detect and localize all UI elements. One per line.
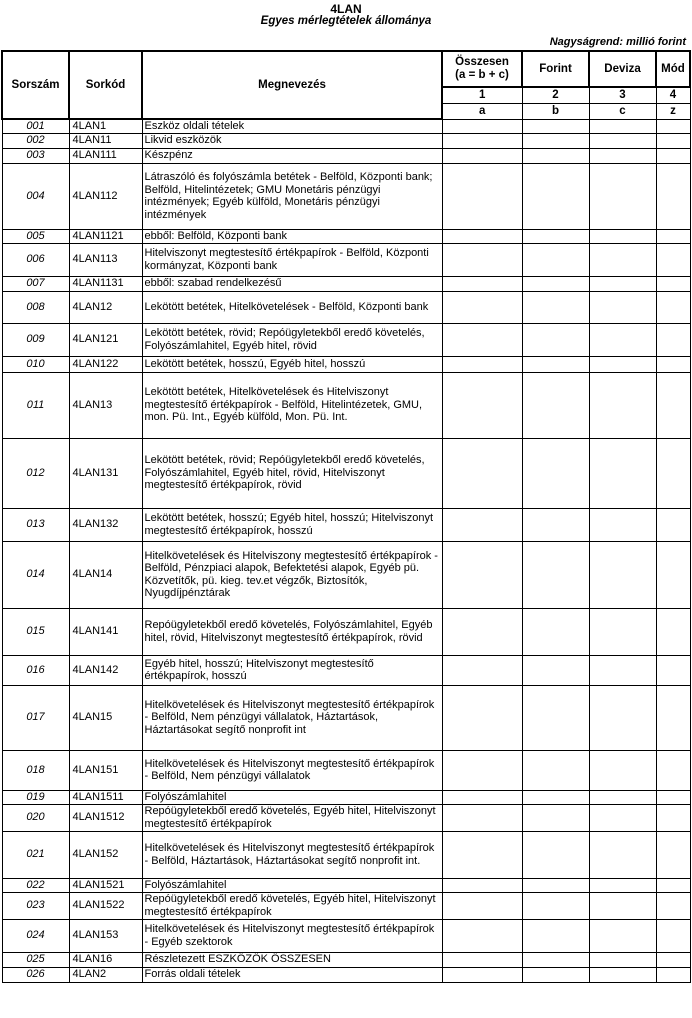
cell-deviza[interactable] — [589, 119, 656, 133]
table-row — [2, 952, 690, 967]
cell-deviza[interactable] — [589, 892, 656, 919]
row-sorkod: 4LAN12 — [69, 291, 142, 323]
row-megnevezes: Hitelkövetelések és Hitelviszonyt megtestesítő értékpapírok - Belföld, Nem pénzügyi vállalatok — [142, 750, 442, 790]
row-sorszam: 003 — [2, 148, 69, 163]
row-megnevezes: Folyószámlahitel — [142, 878, 442, 892]
cell-deviza[interactable] — [589, 750, 656, 790]
cell-forint[interactable] — [522, 831, 589, 878]
table-row — [2, 892, 690, 919]
row-megnevezes: Lekötött betétek, hosszú; Egyéb hitel, hosszú; Hitelviszonyt megtestesítő értékpapírok, hosszú — [142, 508, 442, 541]
balance-table — [1, 50, 691, 983]
cell-osszesen[interactable] — [442, 541, 522, 608]
cell-deviza[interactable] — [589, 243, 656, 276]
cell-osszesen[interactable] — [442, 790, 522, 804]
table-row — [2, 119, 690, 133]
cell-mod[interactable] — [656, 878, 690, 892]
cell-forint[interactable] — [522, 878, 589, 892]
row-sorkod: 4LAN153 — [69, 919, 142, 952]
cell-deviza[interactable] — [589, 133, 656, 148]
cell-forint[interactable] — [522, 148, 589, 163]
row-sorszam: 021 — [2, 831, 69, 878]
cell-mod[interactable] — [656, 919, 690, 952]
row-sorkod: 4LAN113 — [69, 243, 142, 276]
row-sorkod: 4LAN131 — [69, 438, 142, 508]
cell-mod[interactable] — [656, 685, 690, 750]
table-row — [2, 148, 690, 163]
row-sorszam: 005 — [2, 229, 69, 243]
cell-mod[interactable] — [656, 119, 690, 133]
cell-osszesen[interactable] — [442, 952, 522, 967]
cell-mod[interactable] — [656, 163, 690, 229]
cell-osszesen[interactable] — [442, 804, 522, 831]
row-sorkod: 4LAN152 — [69, 831, 142, 878]
cell-osszesen[interactable] — [442, 291, 522, 323]
row-megnevezes: Hitelkövetelések és Hitelviszony megtestesítő értékpapírok - Belföld, Pénzpiaci alapok, Befektetési alapok, Egyéb pü. Közvetítők, pü. kieg. tev.et végzők, Biztosítók, Nyugdíjpénztárak — [142, 541, 442, 608]
header-deviza: Deviza — [589, 51, 656, 87]
table-row — [2, 356, 690, 372]
cell-deviza[interactable] — [589, 291, 656, 323]
table-row — [2, 919, 690, 952]
header-letter-z: z — [656, 103, 690, 119]
table-row — [2, 508, 690, 541]
row-megnevezes: Részletezett ESZKÖZÖK ÖSSZESEN — [142, 952, 442, 967]
cell-osszesen[interactable] — [442, 685, 522, 750]
cell-osszesen[interactable] — [442, 608, 522, 655]
cell-osszesen[interactable] — [442, 919, 522, 952]
cell-mod[interactable] — [656, 750, 690, 790]
row-megnevezes: Repóügyletekből eredő követelés, Folyószámlahitel, Egyéb hitel, rövid, Hitelviszonyt megtestesítő értékpapírok, rövid — [142, 608, 442, 655]
row-sorkod: 4LAN1521 — [69, 878, 142, 892]
table-row — [2, 291, 690, 323]
cell-deviza[interactable] — [589, 163, 656, 229]
row-sorkod: 4LAN2 — [69, 967, 142, 982]
header-num-4: 4 — [656, 87, 690, 103]
cell-osszesen[interactable] — [442, 892, 522, 919]
cell-forint[interactable] — [522, 291, 589, 323]
table-row — [2, 438, 690, 508]
report-subtitle: Egyes mérlegtételek állománya — [260, 15, 432, 27]
cell-forint[interactable] — [522, 892, 589, 919]
row-sorkod: 4LAN1511 — [69, 790, 142, 804]
cell-mod[interactable] — [656, 372, 690, 438]
cell-mod[interactable] — [656, 831, 690, 878]
header-osszesen-label: Összesen — [455, 56, 509, 68]
header-sorkod: Sorkód — [69, 51, 142, 119]
table-row — [2, 372, 690, 438]
cell-forint[interactable] — [522, 967, 589, 982]
cell-osszesen[interactable] — [442, 878, 522, 892]
header-num-2: 2 — [522, 87, 589, 103]
cell-mod[interactable] — [656, 356, 690, 372]
row-sorszam: 016 — [2, 655, 69, 685]
cell-mod[interactable] — [656, 133, 690, 148]
row-sorszam: 017 — [2, 685, 69, 750]
cell-osszesen[interactable] — [442, 967, 522, 982]
row-megnevezes: Látraszóló és folyószámla betétek - Belföld, Központi bank; Belföld, Hitelintézetek; GMU Monetáris pénzügyi intézmények; Egyéb külföld, Monetáris pénzügyi intézmények — [142, 163, 442, 229]
cell-deviza[interactable] — [589, 685, 656, 750]
cell-osszesen[interactable] — [442, 372, 522, 438]
cell-forint[interactable] — [522, 133, 589, 148]
cell-osszesen[interactable] — [442, 508, 522, 541]
row-sorkod: 4LAN1522 — [69, 892, 142, 919]
cell-forint[interactable] — [522, 438, 589, 508]
cell-mod[interactable] — [656, 229, 690, 243]
cell-deviza[interactable] — [589, 790, 656, 804]
row-megnevezes: ebből: Belföld, Központi bank — [142, 229, 442, 243]
cell-mod[interactable] — [656, 655, 690, 685]
row-sorszam: 010 — [2, 356, 69, 372]
row-megnevezes: Lekötött betétek, rövid; Repóügyletekből eredő követelés, Folyószámlahitel, Egyéb hitel, rövid, Hitelviszonyt megtestesítő értékpapírok, rövid — [142, 438, 442, 508]
row-megnevezes: Hitelviszonyt megtestesítő értékpapírok - Belföld, Központi kormányzat, Központi bank — [142, 243, 442, 276]
table-row — [2, 685, 690, 750]
row-sorkod: 4LAN14 — [69, 541, 142, 608]
table-row — [2, 163, 690, 229]
row-megnevezes: Lekötött betétek, Hitelkövetelések és Hitelviszonyt megtestesítő értékpapírok - Belföld, Hitelintézetek, GMU, mon. Pü. Int., Egyéb külföld, Mon. Pü. Int. — [142, 372, 442, 438]
cell-mod[interactable] — [656, 508, 690, 541]
row-megnevezes: Repóügyletekből eredő követelés, Egyéb hitel, Hitelviszonyt megtestesítő értékpapírok — [142, 804, 442, 831]
cell-osszesen[interactable] — [442, 133, 522, 148]
cell-osszesen[interactable] — [442, 655, 522, 685]
cell-forint[interactable] — [522, 655, 589, 685]
row-sorkod: 4LAN1512 — [69, 804, 142, 831]
table-row — [2, 831, 690, 878]
row-sorszam: 014 — [2, 541, 69, 608]
cell-deviza[interactable] — [589, 952, 656, 967]
cell-forint[interactable] — [522, 608, 589, 655]
cell-forint[interactable] — [522, 790, 589, 804]
row-megnevezes: Forrás oldali tételek — [142, 967, 442, 982]
cell-forint[interactable] — [522, 372, 589, 438]
cell-forint[interactable] — [522, 541, 589, 608]
cell-mod[interactable] — [656, 892, 690, 919]
cell-deviza[interactable] — [589, 804, 656, 831]
cell-osszesen[interactable] — [442, 119, 522, 133]
cell-forint[interactable] — [522, 685, 589, 750]
cell-forint[interactable] — [522, 952, 589, 967]
header-letter-c: c — [589, 103, 656, 119]
row-megnevezes: Eszköz oldali tételek — [142, 119, 442, 133]
cell-mod[interactable] — [656, 438, 690, 508]
table-row — [2, 878, 690, 892]
header-osszesen-formula: (a = b + c) — [455, 69, 509, 81]
row-sorkod: 4LAN11 — [69, 133, 142, 148]
cell-osszesen[interactable] — [442, 229, 522, 243]
unit-label: Nagyságrend: millió forint — [549, 36, 686, 48]
row-sorszam: 008 — [2, 291, 69, 323]
row-sorkod: 4LAN151 — [69, 750, 142, 790]
row-megnevezes: Folyószámlahitel — [142, 790, 442, 804]
cell-mod[interactable] — [656, 608, 690, 655]
report-code: 4LAN — [330, 2, 362, 16]
table-row — [2, 967, 690, 982]
cell-mod[interactable] — [656, 541, 690, 608]
row-megnevezes: Hitelkövetelések és Hitelviszonyt megtestesítő értékpapírok - Egyéb szektorok — [142, 919, 442, 952]
row-sorszam: 026 — [2, 967, 69, 982]
cell-forint[interactable] — [522, 356, 589, 372]
cell-mod[interactable] — [656, 148, 690, 163]
table-row — [2, 655, 690, 685]
row-sorkod: 4LAN1 — [69, 119, 142, 133]
cell-osszesen[interactable] — [442, 243, 522, 276]
cell-osszesen[interactable] — [442, 148, 522, 163]
cell-mod[interactable] — [656, 243, 690, 276]
cell-forint[interactable] — [522, 163, 589, 229]
row-sorszam: 009 — [2, 323, 69, 356]
row-sorszam: 018 — [2, 750, 69, 790]
table-row — [2, 750, 690, 790]
cell-osszesen[interactable] — [442, 831, 522, 878]
cell-deviza[interactable] — [589, 967, 656, 982]
row-sorszam: 022 — [2, 878, 69, 892]
cell-mod[interactable] — [656, 276, 690, 291]
row-sorszam: 011 — [2, 372, 69, 438]
cell-deviza[interactable] — [589, 878, 656, 892]
header-forint: Forint — [522, 51, 589, 87]
cell-forint[interactable] — [522, 323, 589, 356]
header-num-1: 1 — [442, 87, 522, 103]
cell-forint[interactable] — [522, 229, 589, 243]
cell-forint[interactable] — [522, 804, 589, 831]
cell-mod[interactable] — [656, 967, 690, 982]
cell-deviza[interactable] — [589, 276, 656, 291]
header-letter-a: a — [442, 103, 522, 119]
row-megnevezes: Hitelkövetelések és Hitelviszonyt megtestesítő értékpapírok - Belföld, Nem pénzügyi vállalatok, Háztartások, Háztartásokat segítő nonprofit int — [142, 685, 442, 750]
cell-mod[interactable] — [656, 291, 690, 323]
row-sorkod: 4LAN132 — [69, 508, 142, 541]
cell-deviza[interactable] — [589, 323, 656, 356]
cell-mod[interactable] — [656, 804, 690, 831]
row-sorkod: 4LAN13 — [69, 372, 142, 438]
header-num-3: 3 — [589, 87, 656, 103]
row-sorkod: 4LAN15 — [69, 685, 142, 750]
row-sorszam: 004 — [2, 163, 69, 229]
cell-forint[interactable] — [522, 119, 589, 133]
row-sorkod: 4LAN121 — [69, 323, 142, 356]
row-sorszam: 025 — [2, 952, 69, 967]
row-sorszam: 019 — [2, 790, 69, 804]
cell-osszesen[interactable] — [442, 276, 522, 291]
table-row — [2, 229, 690, 243]
cell-deviza[interactable] — [589, 148, 656, 163]
cell-osszesen[interactable] — [442, 750, 522, 790]
cell-forint[interactable] — [522, 243, 589, 276]
row-sorkod: 4LAN1121 — [69, 229, 142, 243]
header-osszesen — [442, 51, 522, 87]
cell-deviza[interactable] — [589, 508, 656, 541]
cell-mod[interactable] — [656, 323, 690, 356]
cell-forint[interactable] — [522, 919, 589, 952]
header-mod: Mód — [656, 51, 690, 87]
row-megnevezes: Készpénz — [142, 148, 442, 163]
cell-deviza[interactable] — [589, 608, 656, 655]
row-sorszam: 012 — [2, 438, 69, 508]
cell-deviza[interactable] — [589, 655, 656, 685]
table-row — [2, 804, 690, 831]
row-sorszam: 013 — [2, 508, 69, 541]
row-megnevezes: Lekötött betétek, Hitelkövetelések - Belföld, Központi bank — [142, 291, 442, 323]
row-sorszam: 023 — [2, 892, 69, 919]
row-sorszam: 007 — [2, 276, 69, 291]
cell-deviza[interactable] — [589, 919, 656, 952]
row-sorkod: 4LAN122 — [69, 356, 142, 372]
row-sorszam: 024 — [2, 919, 69, 952]
cell-osszesen[interactable] — [442, 438, 522, 508]
cell-osszesen[interactable] — [442, 356, 522, 372]
cell-deviza[interactable] — [589, 541, 656, 608]
cell-osszesen[interactable] — [442, 163, 522, 229]
cell-deviza[interactable] — [589, 356, 656, 372]
row-sorkod: 4LAN142 — [69, 655, 142, 685]
table-row — [2, 323, 690, 356]
cell-forint[interactable] — [522, 508, 589, 541]
cell-forint[interactable] — [522, 750, 589, 790]
row-megnevezes: Hitelkövetelések és Hitelviszonyt megtestesítő értékpapírok - Belföld, Háztartások, Háztartásokat segítő nonprofit int. — [142, 831, 442, 878]
row-sorkod: 4LAN111 — [69, 148, 142, 163]
cell-deviza[interactable] — [589, 831, 656, 878]
header-sorszam: Sorszám — [2, 51, 69, 119]
cell-mod[interactable] — [656, 952, 690, 967]
row-megnevezes: ebből: szabad rendelkezésű — [142, 276, 442, 291]
row-megnevezes: Repóügyletekből eredő követelés, Egyéb hitel, Hitelviszonyt megtestesítő értékpapírok — [142, 892, 442, 919]
row-sorszam: 006 — [2, 243, 69, 276]
table-row — [2, 133, 690, 148]
row-megnevezes: Egyéb hitel, hosszú; Hitelviszonyt megtestesítő értékpapírok, hosszú — [142, 655, 442, 685]
table-row — [2, 276, 690, 291]
row-sorszam: 015 — [2, 608, 69, 655]
cell-deviza[interactable] — [589, 229, 656, 243]
row-sorkod: 4LAN112 — [69, 163, 142, 229]
cell-deviza[interactable] — [589, 372, 656, 438]
row-sorszam: 001 — [2, 119, 69, 133]
header-megnevezes: Megnevezés — [142, 51, 442, 119]
cell-osszesen[interactable] — [442, 323, 522, 356]
table-row — [2, 243, 690, 276]
row-sorkod: 4LAN16 — [69, 952, 142, 967]
row-sorszam: 002 — [2, 133, 69, 148]
row-sorkod: 4LAN141 — [69, 608, 142, 655]
header-letter-b: b — [522, 103, 589, 119]
cell-deviza[interactable] — [589, 438, 656, 508]
row-megnevezes: Lekötött betétek, rövid; Repóügyletekből eredő követelés, Folyószámlahitel, Egyéb hitel, rövid — [142, 323, 442, 356]
cell-mod[interactable] — [656, 790, 690, 804]
cell-forint[interactable] — [522, 276, 589, 291]
table-row — [2, 608, 690, 655]
row-megnevezes: Lekötött betétek, hosszú, Egyéb hitel, hosszú — [142, 356, 442, 372]
table-row — [2, 541, 690, 608]
table-row — [2, 790, 690, 804]
row-sorszam: 020 — [2, 804, 69, 831]
row-sorkod: 4LAN1131 — [69, 276, 142, 291]
row-megnevezes: Likvid eszközök — [142, 133, 442, 148]
